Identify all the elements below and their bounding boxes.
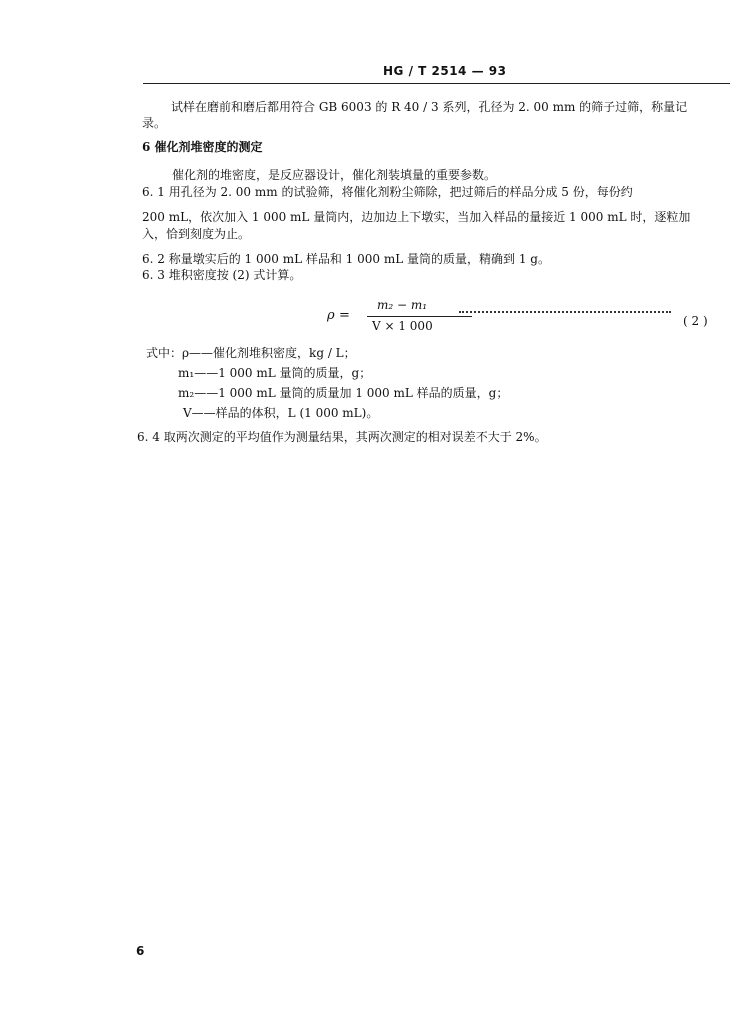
section-6-heading: 6 催化剂堆密度的测定 <box>142 140 263 154</box>
where-line-4: V——样品的体积，L (1 000 mL)。 <box>183 406 379 420</box>
density-formula <box>327 298 717 338</box>
formula-number: ( 2 ) <box>683 314 708 328</box>
leader-dots <box>459 311 671 313</box>
section-6-4: 6. 4 取两次测定的平均值作为测量结果，其两次测定的相对误差不大于 2%。 <box>137 430 547 444</box>
section-6-1-line-2: 200 mL，依次加入 1 000 mL 量筒内，边加边上下墩实，当加入样品的量接近 1 000 mL 时，逐粒加 <box>142 210 691 224</box>
intro-line-2: 录。 <box>142 116 167 130</box>
formula-equals: = <box>339 308 350 323</box>
section-6-1-line-1: 6. 1 用孔径为 2. 00 mm 的试验筛，将催化剂粉尘筛除，把过筛后的样品分成 5 份，每份约 <box>142 185 633 199</box>
where-line-1: 式中：ρ——催化剂堆积密度，kg / L； <box>146 346 356 360</box>
section-6-3: 6. 3 堆积密度按 (2) 式计算。 <box>142 268 302 282</box>
section-6-intro: 催化剂的堆密度，是反应器设计，催化剂装填量的重要参数。 <box>172 168 497 182</box>
intro-line-1: 试样在磨前和磨后都用符合 GB 6003 的 R 40 / 3 系列，孔径为 2. 00 mm 的筛子过筛，称量记 <box>171 100 688 114</box>
formula-numerator: m₂ − m₁ <box>377 298 428 312</box>
formula-denominator: V × 1 000 <box>372 319 433 333</box>
where-line-2: m₁——1 000 mL 量筒的质量，g； <box>178 366 372 380</box>
section-6-1-line-3: 入，恰到刻度为止。 <box>142 227 251 241</box>
formula-lhs: ρ <box>327 308 335 323</box>
page-number: 6 <box>136 944 145 958</box>
section-6-2: 6. 2 称量墩实后的 1 000 mL 样品和 1 000 mL 量筒的质量，精确到 1 g。 <box>142 252 550 266</box>
standard-code: HG / T 2514 — 93 <box>383 64 507 78</box>
where-line-3: m₂——1 000 mL 量筒的质量加 1 000 mL 样品的质量，g； <box>178 386 509 400</box>
fraction-bar <box>367 316 472 317</box>
header-rule <box>143 83 730 84</box>
